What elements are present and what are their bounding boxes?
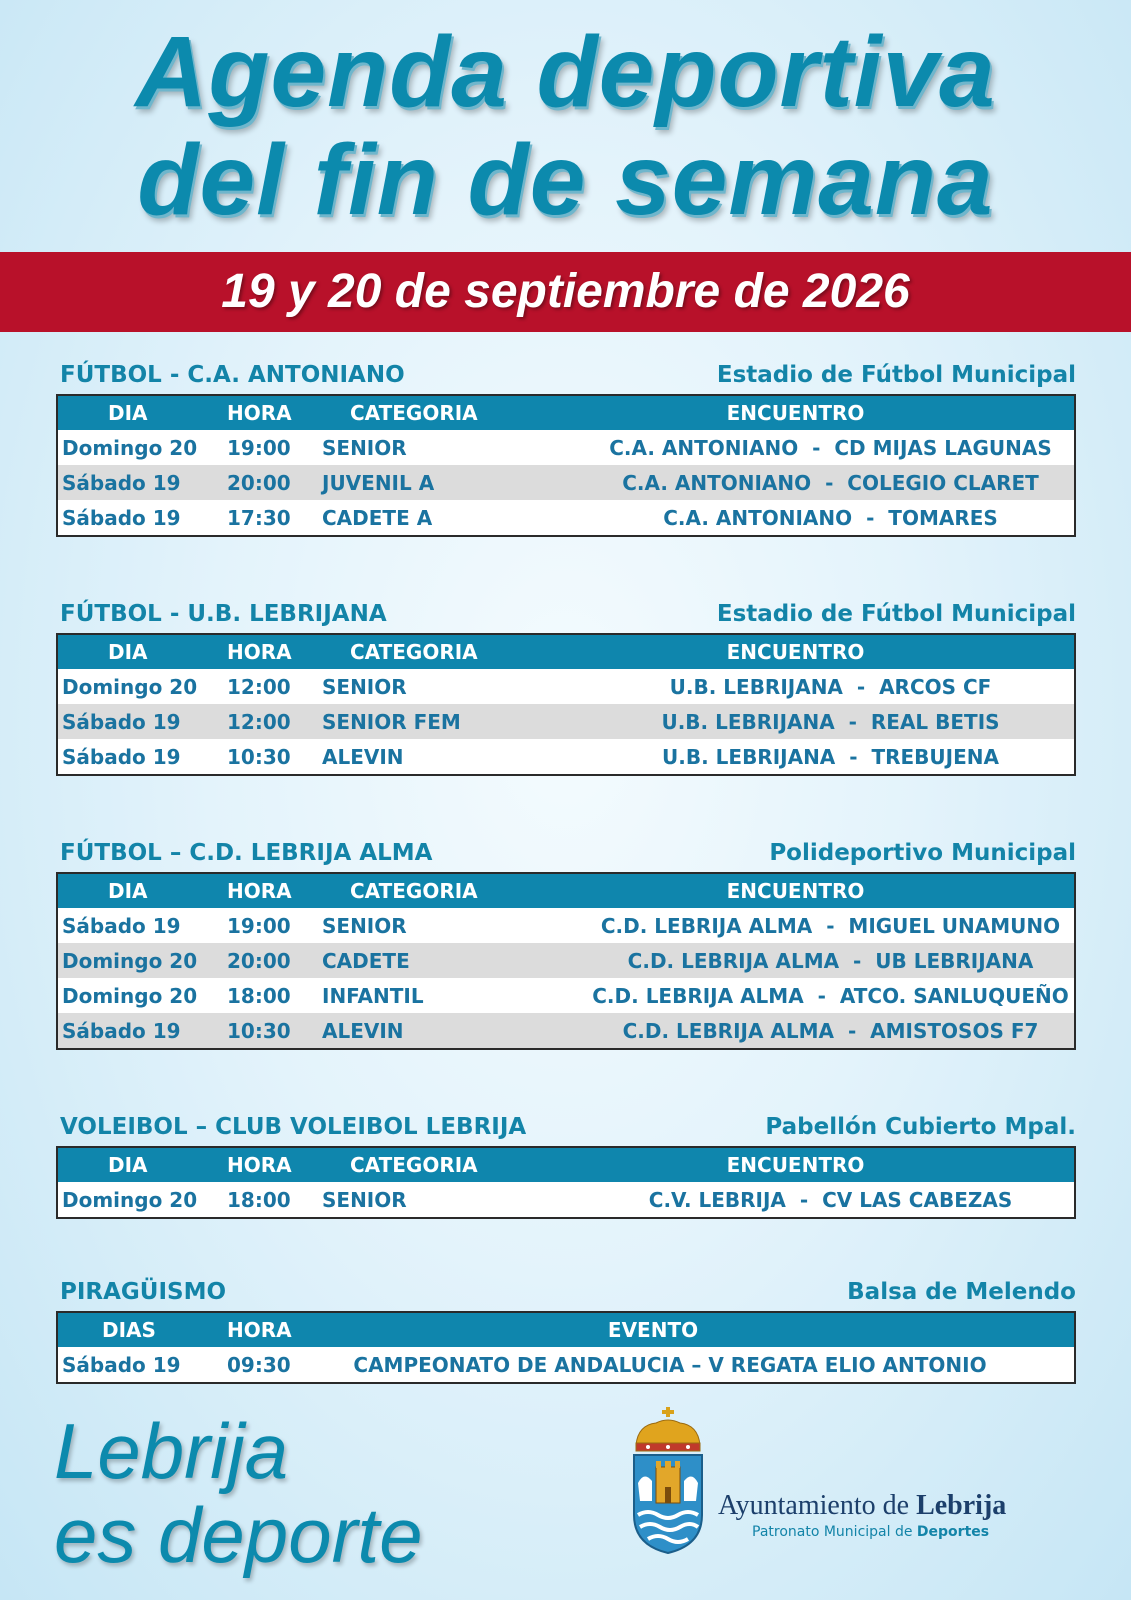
cell-categoria: SENIOR [322, 435, 407, 460]
team-rival: CD MIJAS LAGUNAS [834, 435, 1052, 460]
col-hora: HORA [227, 401, 292, 425]
team-rival: MIGUEL UNAMUNO [848, 913, 1061, 938]
team-rival: ARCOS CF [879, 674, 992, 699]
col-hora: HORA [227, 640, 292, 664]
cell-encuentro: C.D. LEBRIJA ALMA - AMISTOSOS F7 [622, 1018, 1039, 1043]
section-ub-lebrijana [56, 599, 1076, 776]
schedule-table [56, 1311, 1076, 1384]
team-rival: AMISTOSOS F7 [870, 1018, 1039, 1043]
team-local: U.B. LEBRIJANA [662, 744, 836, 769]
section-venue: Balsa de Melendo [847, 1279, 1076, 1305]
poster-title-line-2: del fin de semana [137, 124, 994, 236]
cell-encuentro: U.B. LEBRIJANA - REAL BETIS [661, 709, 1000, 734]
cell-dia: Sábado 19 [62, 744, 181, 769]
cell-categoria: ALEVIN [322, 744, 404, 769]
team-local: C.A. ANTONIANO [622, 470, 812, 495]
patronato-label [752, 1524, 989, 1540]
cell-hora: 10:30 [227, 744, 291, 769]
cell-encuentro: C.D. LEBRIJA ALMA - MIGUEL UNAMUNO [600, 913, 1061, 938]
col-evento: EVENTO [607, 1318, 699, 1342]
col-categoria: CATEGORIA [350, 879, 478, 903]
team-local: U.B. LEBRIJANA [661, 709, 835, 734]
coat-of-arms-icon [628, 1405, 708, 1555]
cell-hora: 18:00 [227, 983, 291, 1008]
cell-encuentro: U.B. LEBRIJANA - TREBUJENA [662, 744, 999, 769]
team-rival: ATCO. SANLUQUEÑO [839, 983, 1069, 1008]
table-row [57, 1013, 1075, 1049]
cell-dia: Sábado 19 [62, 470, 181, 495]
cell-encuentro: C.A. ANTONIANO - CD MIJAS LAGUNAS [609, 435, 1052, 460]
col-encuentro: ENCUENTRO [726, 401, 865, 425]
cell-dia: Domingo 20 [62, 435, 198, 460]
patronato-name: Deportes [916, 1524, 990, 1540]
col-hora: HORA [227, 1318, 292, 1342]
team-rival: UB LEBRIJANA [875, 948, 1034, 973]
col-dias: DIAS [102, 1318, 156, 1342]
team-local: C.D. LEBRIJA ALMA [627, 948, 840, 973]
section-venue: Pabellón Cubierto Mpal. [765, 1114, 1076, 1140]
col-dia: DIA [108, 401, 148, 425]
cell-dia: Sábado 19 [62, 913, 181, 938]
cell-categoria: CADETE [322, 948, 410, 973]
team-rival: REAL BETIS [870, 709, 1000, 734]
cell-encuentro: C.D. LEBRIJA ALMA - ATCO. SANLUQUEÑO [592, 983, 1069, 1008]
cell-hora: 20:00 [227, 948, 291, 973]
col-encuentro: ENCUENTRO [726, 1153, 865, 1177]
cell-categoria: SENIOR FEM [322, 709, 461, 734]
team-local: C.D. LEBRIJA ALMA [592, 983, 804, 1008]
team-local: U.B. LEBRIJANA [669, 674, 843, 699]
cell-categoria: SENIOR [322, 674, 407, 699]
cell-categoria: SENIOR [322, 1187, 407, 1212]
schedule-table [56, 1146, 1076, 1219]
cell-categoria: CADETE A [322, 505, 433, 530]
table-row [57, 430, 1075, 465]
table-row [57, 739, 1075, 775]
cell-hora: 19:00 [227, 913, 291, 938]
col-encuentro: ENCUENTRO [726, 879, 865, 903]
cell-encuentro: C.A. ANTONIANO - TOMARES [663, 505, 998, 530]
cell-dia: Domingo 20 [62, 674, 198, 699]
cell-dia: Sábado 19 [62, 1018, 181, 1043]
cell-hora: 12:00 [227, 709, 291, 734]
cell-dia: Sábado 19 [62, 1352, 181, 1377]
section-venue: Estadio de Fútbol Municipal [716, 601, 1076, 627]
col-hora: HORA [227, 879, 292, 903]
cell-hora: 09:30 [227, 1352, 291, 1377]
table-row [57, 704, 1075, 739]
cell-hora: 18:00 [227, 1187, 291, 1212]
ayto-prefix: Ayuntamiento de [718, 1490, 910, 1521]
table-row [57, 1182, 1075, 1218]
cell-dia: Domingo 20 [62, 948, 198, 973]
col-hora: HORA [227, 1153, 292, 1177]
cell-hora: 12:00 [227, 674, 291, 699]
section-piraguismo [56, 1277, 1076, 1384]
cell-dia: Domingo 20 [62, 983, 198, 1008]
cell-evento: CAMPEONATO DE ANDALUCIA – V REGATA ELIO ANTONIO [353, 1352, 987, 1377]
col-encuentro: ENCUENTRO [726, 640, 865, 664]
team-rival: TREBUJENA [871, 744, 999, 769]
slogan-line-1: Lebrija [54, 1407, 289, 1495]
col-dia: DIA [108, 879, 148, 903]
team-rival: CV LAS CABEZAS [822, 1187, 1013, 1212]
section-title: PIRAGÜISMO [60, 1279, 227, 1305]
schedule-table [56, 394, 1076, 537]
team-local: C.A. ANTONIANO [609, 435, 799, 460]
team-local: C.V. LEBRIJA [648, 1187, 786, 1212]
section-title: FÚTBOL - U.B. LEBRIJANA [60, 601, 387, 627]
section-cd-lebrija-alma [56, 838, 1076, 1050]
cell-categoria: ALEVIN [322, 1018, 404, 1043]
team-local: C.D. LEBRIJA ALMA [600, 913, 813, 938]
table-row [57, 908, 1075, 943]
cell-dia: Sábado 19 [62, 709, 181, 734]
ayuntamiento-label [718, 1490, 1006, 1522]
patronato-prefix: Patronato Municipal de [752, 1524, 913, 1540]
col-categoria: CATEGORIA [350, 640, 478, 664]
schedule-table [56, 872, 1076, 1050]
slogan-line-2: es deporte [54, 1491, 423, 1579]
team-rival: TOMARES [888, 505, 998, 530]
section-venue: Polideportivo Municipal [769, 840, 1076, 866]
cell-encuentro: C.V. LEBRIJA - CV LAS CABEZAS [648, 1187, 1013, 1212]
section-title: VOLEIBOL – CLUB VOLEIBOL LEBRIJA [60, 1114, 527, 1140]
cell-categoria: JUVENIL A [322, 470, 435, 495]
cell-hora: 17:30 [227, 505, 291, 530]
date-banner: 19 y 20 de septiembre de 2026 [0, 252, 1131, 332]
section-venue: Estadio de Fútbol Municipal [716, 362, 1076, 388]
col-dia: DIA [108, 640, 148, 664]
col-categoria: CATEGORIA [350, 401, 478, 425]
table-row [57, 978, 1075, 1013]
cell-dia: Domingo 20 [62, 1187, 198, 1212]
section-ca-antoniano [56, 360, 1076, 537]
cell-hora: 20:00 [227, 470, 291, 495]
col-categoria: CATEGORIA [350, 1153, 478, 1177]
ayto-name: Lebrija [916, 1490, 1007, 1521]
cell-categoria: SENIOR [322, 913, 407, 938]
poster-title-line-1: Agenda deportiva [135, 16, 996, 128]
cell-dia: Sábado 19 [62, 505, 181, 530]
cell-hora: 10:30 [227, 1018, 291, 1043]
cell-hora: 19:00 [227, 435, 291, 460]
cell-categoria: INFANTIL [322, 983, 424, 1008]
col-dia: DIA [108, 1153, 148, 1177]
section-title: FÚTBOL - C.A. ANTONIANO [60, 362, 405, 388]
cell-encuentro: C.D. LEBRIJA ALMA - UB LEBRIJANA [627, 948, 1034, 973]
team-local: C.D. LEBRIJA ALMA [622, 1018, 835, 1043]
table-row [57, 1347, 1075, 1383]
table-row [57, 500, 1075, 536]
table-row [57, 465, 1075, 500]
cell-encuentro: U.B. LEBRIJANA - ARCOS CF [669, 674, 992, 699]
schedule-table [56, 633, 1076, 776]
table-row [57, 669, 1075, 704]
team-local: C.A. ANTONIANO [663, 505, 853, 530]
table-row [57, 943, 1075, 978]
section-voleibol [56, 1112, 1076, 1219]
team-rival: COLEGIO CLARET [847, 470, 1039, 495]
section-title: FÚTBOL – C.D. LEBRIJA ALMA [60, 840, 433, 866]
cell-encuentro: C.A. ANTONIANO - COLEGIO CLARET [622, 470, 1039, 495]
